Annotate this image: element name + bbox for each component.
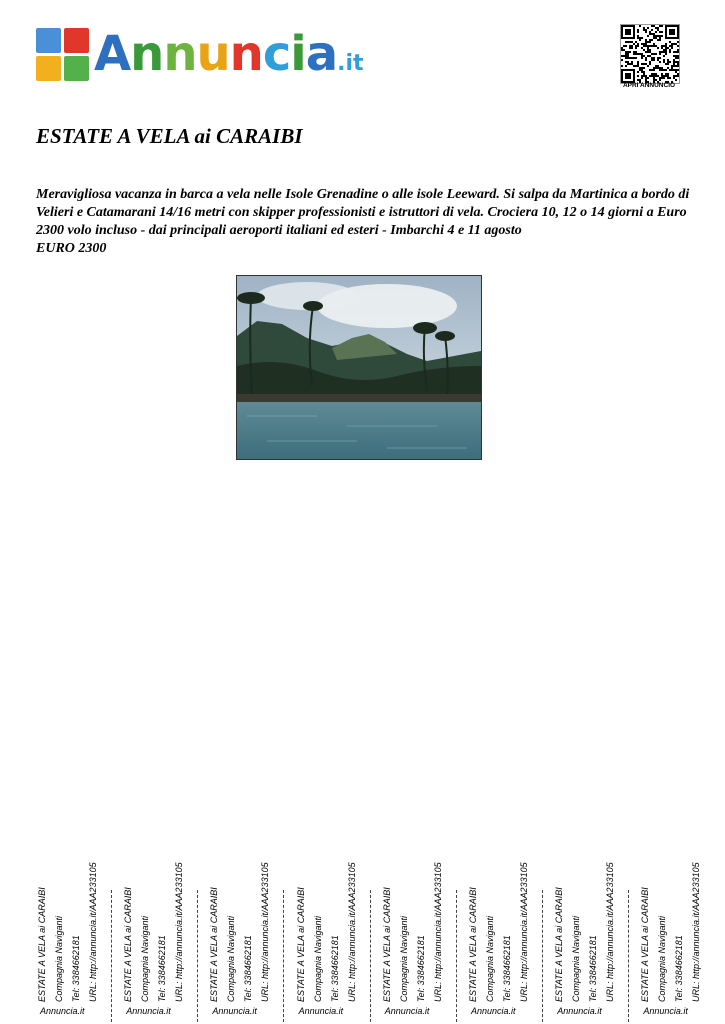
- strip-brand: Annuncia.it: [40, 1006, 85, 1016]
- strip-brand: Annuncia.it: [471, 1006, 516, 1016]
- logo-letter: n: [163, 26, 197, 82]
- strip-contact-info: [34, 842, 102, 1002]
- logo-squares-icon: [36, 28, 90, 82]
- qr-code-icon: [621, 25, 679, 83]
- tear-off-strip[interactable]: [285, 842, 371, 1024]
- strip-contact-info: [120, 842, 188, 1002]
- logo-letter: n: [229, 26, 263, 82]
- strip-title: ESTATE A VELA ai CARAIBI: [554, 887, 565, 1002]
- tear-off-strips: [26, 842, 716, 1024]
- annuncia-logo[interactable]: [36, 28, 376, 84]
- strip-phone: Tel: 3384662181: [243, 935, 254, 1002]
- strip-title: ESTATE A VELA ai CARAIBI: [468, 887, 478, 1002]
- ad-description: Meravigliosa vacanza in barca a vela nelle Isole Grenadine o alle isole Leeward. Si salpa da Martinica a bordo di Velieri e Catamarani 14/16 metri con skipper professionisti e istruttori di vela. Crociera 10, 12 o 14 giorni a Euro 2300 volo incluso - dai principali aeroporti italiani ed esteri - Imbarchi 4 e 11 agosto: [36, 187, 690, 238]
- strip-contact-info: [293, 842, 361, 1002]
- strip-company: Compagnia Naviganti: [398, 915, 409, 1002]
- tear-off-strip[interactable]: [629, 842, 715, 1024]
- ad-price: EURO 2300: [36, 241, 107, 256]
- strip-phone: Tel: 3384662181: [415, 935, 426, 1002]
- tear-off-strip[interactable]: [198, 842, 284, 1024]
- ad-photo: [236, 275, 482, 460]
- strip-url: URL: http://annuncia.it/AAA233105: [432, 862, 443, 1002]
- strip-brand: Annuncia.it: [126, 1006, 171, 1016]
- strip-company: Compagnia Naviganti: [54, 915, 64, 1002]
- strip-title: ESTATE A VELA ai CARAIBI: [640, 887, 651, 1002]
- strip-phone: Tel: 3384662181: [588, 935, 599, 1002]
- strip-title: ESTATE A VELA ai CARAIBI: [209, 887, 220, 1002]
- ad-title: ESTATE A VELA ai CARAIBI: [36, 124, 303, 148]
- logo-tld: .it: [337, 51, 364, 76]
- strip-phone: Tel: 3384662181: [329, 935, 340, 1002]
- strip-brand: Annuncia.it: [384, 1006, 430, 1016]
- strip-title: ESTATE A VELA ai CARAIBI: [37, 887, 47, 1002]
- strip-phone: Tel: 3384662181: [71, 935, 81, 1002]
- strip-brand: Annuncia.it: [643, 1006, 688, 1016]
- strip-company: Compagnia Naviganti: [657, 915, 668, 1002]
- tear-off-strip[interactable]: [26, 842, 112, 1024]
- ad-description-block: [36, 186, 696, 258]
- strip-url: URL: http://annuncia.it/AAA233105: [174, 862, 185, 1002]
- tear-off-strip[interactable]: [457, 842, 543, 1024]
- strip-url: URL: http://annuncia.it/AAA233105: [88, 862, 98, 1002]
- strip-brand: Annuncia.it: [298, 1006, 344, 1016]
- strip-brand: Annuncia.it: [212, 1006, 257, 1016]
- strip-contact-info: [465, 842, 533, 1002]
- logo-letter: i: [290, 26, 306, 82]
- tear-off-strip[interactable]: [112, 842, 198, 1024]
- logo-letter: u: [196, 26, 230, 82]
- strip-contact-info: [206, 842, 274, 1002]
- logo-square-yellow: [36, 56, 61, 81]
- strip-url: URL: http://annuncia.it/AAA233105: [260, 862, 271, 1002]
- logo-letter: A: [94, 26, 131, 82]
- logo-letter: n: [130, 26, 164, 82]
- strip-phone: Tel: 3384662181: [157, 935, 168, 1002]
- strip-company: Compagnia Naviganti: [226, 915, 237, 1002]
- strip-contact-info: [379, 842, 447, 1002]
- logo-letter: a: [305, 26, 338, 82]
- caribbean-beach-photo: [237, 276, 481, 459]
- strip-url: URL: http://annuncia.it/AAA233105: [519, 862, 529, 1002]
- strip-phone: Tel: 3384662181: [502, 935, 512, 1002]
- strip-company: Compagnia Naviganti: [140, 915, 151, 1002]
- strip-company: Compagnia Naviganti: [571, 915, 582, 1002]
- strip-title: ESTATE A VELA ai CARAIBI: [381, 887, 392, 1002]
- strip-url: URL: http://annuncia.it/AAA233105: [605, 862, 616, 1002]
- logo-square-green: [64, 56, 89, 81]
- strip-phone: Tel: 3384662181: [674, 935, 685, 1002]
- strip-company: Compagnia Naviganti: [312, 915, 323, 1002]
- logo-letter: c: [262, 26, 291, 82]
- strip-contact-info: [551, 842, 619, 1002]
- logo-square-blue: [36, 28, 61, 53]
- strip-title: ESTATE A VELA ai CARAIBI: [123, 887, 134, 1002]
- logo-square-red: [64, 28, 89, 53]
- strip-url: URL: http://annuncia.it/AAA233105: [691, 862, 702, 1002]
- tear-off-strip[interactable]: [543, 842, 629, 1024]
- qr-code[interactable]: [620, 24, 680, 84]
- strip-title: ESTATE A VELA ai CARAIBI: [295, 887, 306, 1002]
- strip-brand: Annuncia.it: [557, 1006, 602, 1016]
- strip-contact-info: [637, 842, 705, 1002]
- logo-wordmark: [94, 24, 364, 94]
- strip-company: Compagnia Naviganti: [485, 915, 495, 1002]
- strip-url: URL: http://annuncia.it/AAA233105: [346, 862, 357, 1002]
- qr-caption: APRI ANNUNCIO: [622, 82, 676, 89]
- tear-off-strip[interactable]: [371, 842, 457, 1024]
